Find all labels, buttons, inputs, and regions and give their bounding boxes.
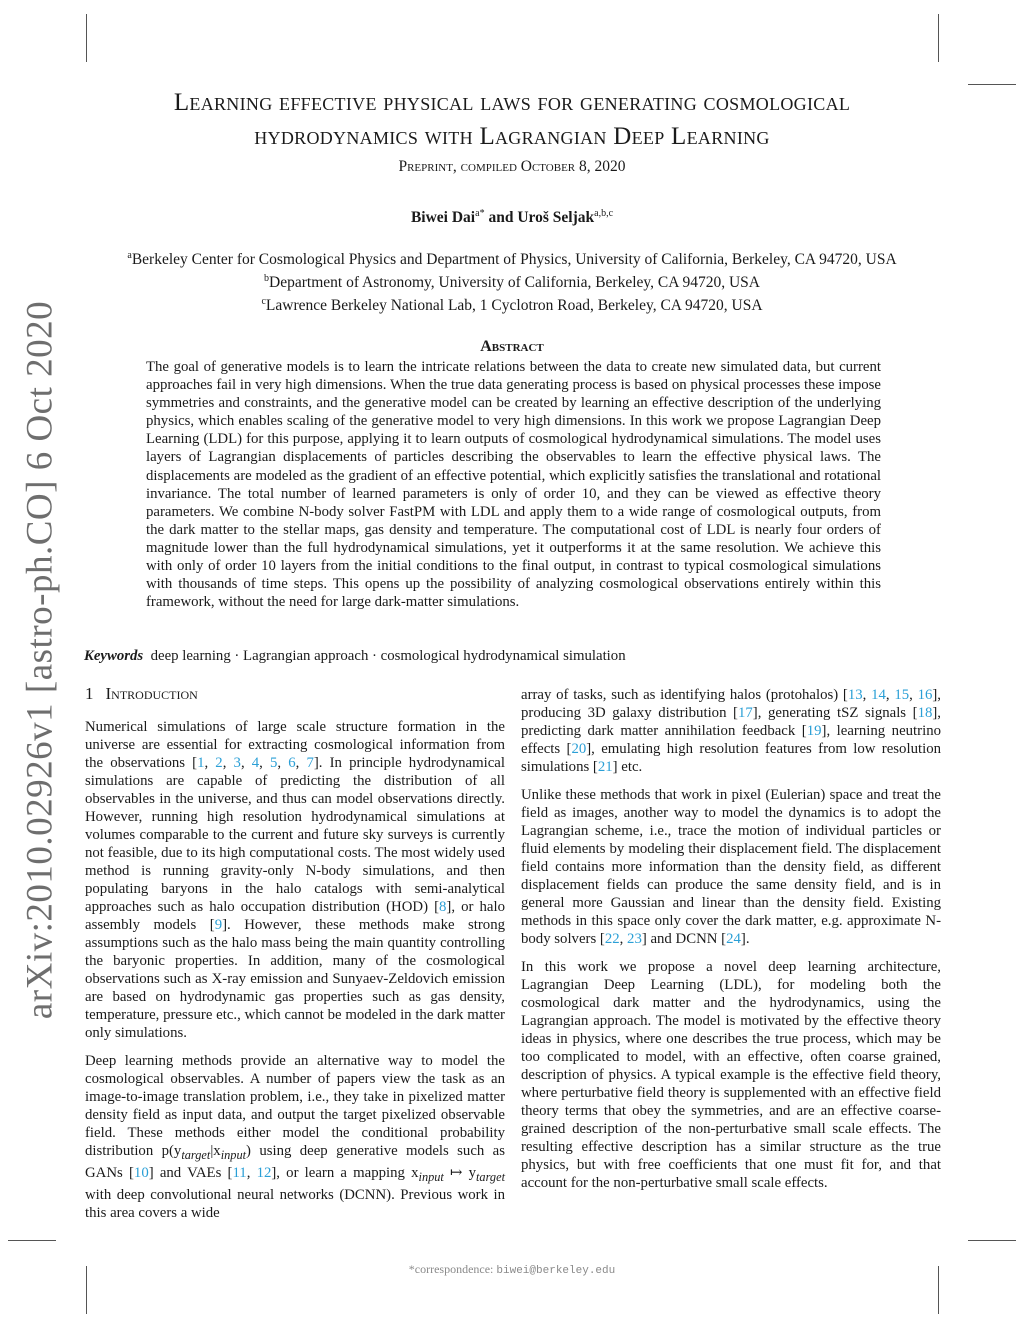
citation-link[interactable]: 19: [806, 723, 822, 739]
section-heading: [85, 684, 198, 704]
paragraph: [521, 786, 941, 948]
correspondence-label: *correspondence:: [408, 1262, 494, 1276]
arxiv-stamp: arXiv:2010.02926v1 [astro-ph.CO] 6 Oct 2020: [19, 300, 61, 1020]
text-run: Numerical simulations of large scale structure formation in the universe are essential for extracting cosmological information from the observations [: [85, 719, 505, 771]
text-run: ]. However, these methods make strong assumptions such as the halo mass being the main quantity controlling the baryonic properties. In addition, many of the cosmological observations such as X-ray emission and Sunyaev-Zeldovich emission are based on hydrodynamic gas properties such as gas density, temperature, pressure etc., which cannot be modeled in the dark matter only simulations.: [85, 917, 505, 1041]
citation-link[interactable]: 1: [197, 755, 205, 771]
affiliation-sup: a: [127, 250, 132, 261]
author-name: Biwei Dai: [410, 209, 476, 227]
text-run: array of tasks, such as identifying halos (protohalos) [: [521, 687, 848, 703]
keywords-text: deep learning · Lagrangian approach · cosmological hydrodynamical simulation: [150, 648, 626, 664]
citation-link[interactable]: 9: [214, 917, 223, 933]
affiliation-text: Lawrence Berkeley National Lab, 1 Cyclotron Road, Berkeley, CA 94720, USA: [265, 297, 763, 315]
author-conj: and: [484, 209, 518, 227]
text-run: |x: [210, 1143, 221, 1159]
citation-link[interactable]: 15: [894, 687, 910, 703]
citation-link[interactable]: 22: [604, 931, 620, 947]
section-title: Introduction: [105, 684, 198, 703]
citation-link[interactable]: 4: [251, 755, 260, 771]
citation-link[interactable]: 14: [871, 687, 886, 703]
crop-mark: [86, 14, 87, 62]
abstract-text: The goal of generative models is to learn the intricate relations between the data to create new simulated data, but current approaches fail in very high dimensions. When the true data generating process is based on physical processes these impose symmetries and constraints, and the generative model can be created by learning an effective description of the underlying physics, which enables scaling of the generative model to very high dimensions. In this work we propose Lagrangian Deep Learning (LDL) for this purpose, applying it to learn outputs of cosmological hydrodynamical simulations. The model uses layers of Lagrangian displacements of particles describing the observables to learn the effective physical laws. The displacements are modeled as the gradient of an effective potential, which explicitly satisfies the translational and rotational invariance. The total number of learned parameters is only of order 10, and they can be viewed as effective theory parameters. We combine N-body solver FastPM with LDL and apply them to a wide range of cosmological outputs, from the dark matter to the stellar maps, gas density and temperature. The computational cost of LDL is nearly four orders of magnitude lower than the full hydrodynamical simulations, yet it outperforms it at the same resolution. We achieve this with only of order 10 layers from the initial conditions to the final output, in contrast to typical cosmological simulations with thousands of time steps. This opens up the possibility of analyzing cosmological observations entirely within this framework, without the need for large dark-matter simulations.: [146, 359, 881, 611]
text-run: ,: [277, 755, 289, 771]
text-run: ], generating tSZ signals [: [752, 705, 918, 721]
footer-correspondence: [0, 1262, 1024, 1277]
title-line-2: hydrodynamics with Lagrangian Deep Learning: [254, 123, 770, 150]
citation-link[interactable]: 2: [215, 755, 223, 771]
text-run: Deep learning methods provide an alternative way to model the cosmological observables. A number of papers view the task as an image-to-image translation problem, i.e., they take in pixelized matter density field as input data, and output the target pixelized observable field. These methods either model the conditional probability distribution p(y: [85, 1053, 505, 1159]
text-run: ,: [862, 687, 872, 703]
crop-mark: [968, 1240, 1016, 1241]
paper-title: [0, 86, 1024, 154]
text-run: ], emulating high resolution features from low resolution simulations [: [521, 741, 941, 775]
text-run: ] and DCNN [: [641, 931, 727, 947]
text-run: ,: [885, 687, 895, 703]
author-sup: a*: [475, 208, 485, 219]
text-run: ], predicting dark matter annihilation feedback [: [521, 705, 941, 739]
paragraph: [521, 686, 941, 776]
text-run: ], producing 3D galaxy distribution [: [521, 687, 942, 721]
paragraph: [85, 1052, 505, 1222]
text-run: ], or learn a mapping x: [271, 1164, 419, 1181]
affiliation-text: Berkeley Center for Cosmological Physics and Department of Physics, University of California, Berkeley, CA 94720, USA: [131, 251, 897, 269]
affiliation: [0, 246, 1024, 269]
citation-link[interactable]: 21: [597, 759, 613, 775]
text-run: ] and VAEs [: [148, 1164, 233, 1181]
affiliation: [0, 269, 1024, 292]
author-name: Uroš Seljak: [517, 209, 595, 227]
citation-link[interactable]: 3: [233, 755, 241, 771]
text-run: ,: [222, 755, 234, 771]
crop-mark: [938, 14, 939, 62]
paragraph: In this work we propose a novel deep learning architecture, Lagrangian Deep Learning (LDL), for modeling both the cosmological dark matter and the hydrodynamics, using the Lagrangian approach. The model is motivated by the effective theory ideas in physics, where one describes the true process, which may be too complicated to model, with an effective, often coarse grained, description of physics. A typical example is the effective field theory, where perturbative field theory is supplemented with an effective field theory terms that obey the symmetries, and are an effective coarse-grained description of the non-perturbative small scale effects. The resulting effective description has a similar structure as the true physics, but with free coefficients that one must fit for, and that account for the non-perturbative small scale effects.: [521, 959, 941, 1191]
subscript: target: [476, 1169, 505, 1184]
citation-link[interactable]: 6: [288, 755, 296, 771]
citation-link[interactable]: 12: [256, 1164, 272, 1181]
affiliation-text: Department of Astronomy, University of California, Berkeley, CA 94720, USA: [269, 274, 760, 292]
text-run: ,: [240, 755, 252, 771]
left-column: [85, 718, 505, 1232]
title-line-1: Learning effective physical laws for generating cosmological: [173, 89, 851, 116]
citation-link[interactable]: 17: [737, 705, 753, 721]
author-sup: a,b,c: [594, 208, 614, 219]
affiliation: [0, 292, 1024, 315]
text-run: ↦ y: [443, 1164, 476, 1181]
text-run: ,: [259, 755, 270, 771]
citation-link[interactable]: 24: [726, 931, 741, 947]
author-list: [0, 208, 1024, 227]
paragraph: [85, 718, 505, 1042]
text-run: Unlike these methods that work in pixel (Eulerian) space and treat the field as images, another way to model the dynamics is to adopt the Lagrangian scheme, i.e., trace the motion of individual particles or fluid elements by modeling their displacement field. The displacement field contains more information than the density field, as different displacement fields can produce the same density field, and is in general more Gaussian and linear than the density field. Existing methods in this space only cover the dark matter, e.g. approximate N-body solvers [: [521, 787, 941, 947]
citation-link[interactable]: 8: [439, 899, 447, 915]
citation-link[interactable]: 10: [133, 1164, 149, 1181]
affiliation-sup: c: [261, 296, 266, 308]
text-run: ], or halo assembly models [: [85, 899, 506, 933]
text-run: ]. In principle hydrodynamical simulations are capable of predicting the distribution of all observables in the universe, and thus can model observations directly. However, running high resolution hydrodynamical simulations at volumes comparable to the current and future sky surveys is currently not feasible, due to its high computational costs. The most widely used method is running gravity-only N-body simulations, and then populating baryons in the halo catalogs with semi-analytical approaches such as halo occupation distribution (HOD) [: [85, 755, 505, 915]
right-column: [521, 686, 941, 1202]
citation-link[interactable]: 23: [627, 931, 642, 947]
citation-link[interactable]: 13: [847, 687, 863, 703]
affiliations: [0, 246, 1024, 315]
subscript: input: [220, 1147, 247, 1162]
text-run: ], learning neutrino effects [: [521, 723, 941, 757]
subscript: target: [181, 1147, 211, 1162]
text-run: with deep convolutional neural networks (DCNN). Previous work in this area covers a wide: [85, 1186, 505, 1221]
text-run: ,: [204, 755, 216, 771]
text-run: ].: [740, 931, 750, 947]
citation-link[interactable]: 20: [571, 741, 587, 757]
citation-link[interactable]: 16: [917, 687, 933, 703]
citation-link[interactable]: 18: [917, 705, 933, 721]
citation-link[interactable]: 11: [232, 1164, 247, 1181]
text-run: ,: [619, 931, 628, 947]
citation-link[interactable]: 5: [270, 755, 278, 771]
text-run: ,: [909, 687, 918, 703]
crop-mark: [8, 1240, 56, 1241]
text-run: ] etc.: [612, 759, 643, 775]
text-run: ,: [246, 1164, 257, 1181]
crop-mark: [968, 84, 1016, 85]
subscript: input: [418, 1169, 444, 1184]
section-number: 1: [85, 684, 94, 703]
preprint-line: Preprint, compiled October 8, 2020: [398, 158, 626, 175]
citation-link[interactable]: 7: [306, 755, 314, 771]
text-run: ) using deep generative models such as GANs [: [85, 1143, 505, 1181]
affiliation-sup: b: [264, 273, 270, 285]
keywords-label: Keywords: [84, 648, 144, 664]
correspondence-email[interactable]: biwei@berkeley.edu: [496, 1265, 616, 1277]
text-run: ,: [295, 755, 307, 771]
keywords: [84, 648, 626, 665]
abstract-heading: Abstract: [480, 338, 544, 355]
